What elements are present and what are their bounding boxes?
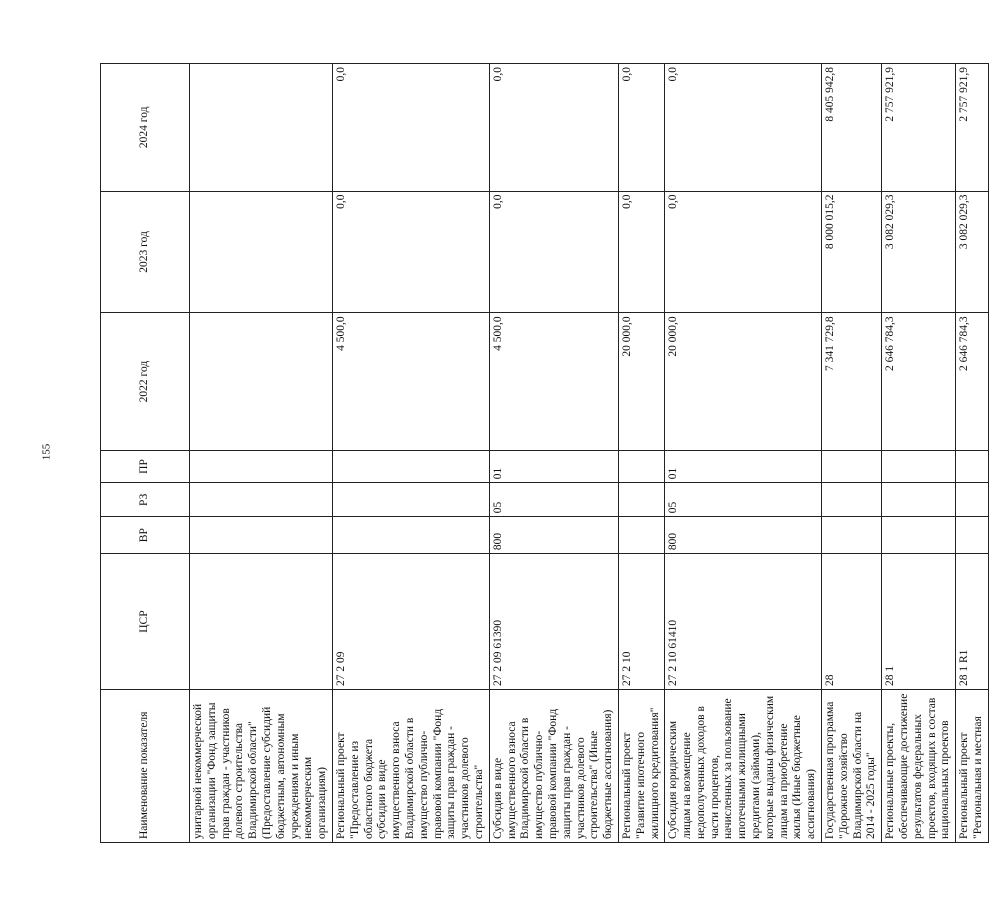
row-rz: [190, 483, 333, 517]
row-csr: 28: [822, 554, 882, 690]
row-2024: [190, 64, 333, 192]
rotated-table-container: [100, 63, 985, 843]
row-name: унитарной некоммерческой организации "Фонд защиты прав граждан - участников долевого строительства Владимирской области" (Предоставление субсидий бюджетным, автономным учреждениям и иным некоммерческим организациям): [190, 690, 333, 843]
column-header-vr: ВР: [101, 517, 190, 554]
row-pr: 01: [665, 450, 822, 483]
row-pr: [190, 450, 333, 483]
row-2023: [190, 191, 333, 313]
row-vr: 800: [665, 517, 822, 554]
row-csr: 27 2 09 61390: [489, 554, 618, 690]
column-header-2023: 2023 год: [101, 191, 190, 313]
row-name: Региональный проект "Развитие ипотечного жилищного кредитования": [618, 690, 664, 843]
row-name: Государственная программа "Дорожное хозяйство Владимирской области на 2014 - 2025 годы": [822, 690, 882, 843]
row-2022: 20 000,0: [618, 313, 664, 450]
row-name: Субсидия в виде имущественного взноса Владимирской области в имущество публично-правовой компании "Фонд защиты прав граждан - участников долевого строительства" (Иные бюджетные ассигнования): [489, 690, 618, 843]
row-2022: 2 646 784,3: [956, 313, 989, 450]
row-2023: 3 082 029,3: [882, 191, 956, 313]
row-pr: [956, 450, 989, 483]
row-vr: [618, 517, 664, 554]
row-name: Региональный проект "Предоставление из областного бюджета субсидии в виде имущественного взноса Владимирской области в имущество публично-правовой компании "Фонд защиты прав граждан - участников долевого строительства": [332, 690, 489, 843]
row-2024: 0,0: [332, 64, 489, 192]
row-vr: [332, 517, 489, 554]
row-name: Региональный проект "Региональная и местная: [956, 690, 989, 843]
row-2022: 4 500,0: [332, 313, 489, 450]
column-header-2024: 2024 год: [101, 64, 190, 192]
row-rz: [332, 483, 489, 517]
row-rz: 05: [489, 483, 618, 517]
table-row: [956, 64, 989, 843]
row-2024: 0,0: [489, 64, 618, 192]
table-row: [489, 64, 618, 843]
row-vr: [882, 517, 956, 554]
row-vr: 800: [489, 517, 618, 554]
row-2023: 0,0: [332, 191, 489, 313]
row-vr: [822, 517, 882, 554]
page-number: 155: [40, 443, 53, 461]
row-csr: 28 1 R1: [956, 554, 989, 690]
row-2024: 2 757 921,9: [956, 64, 989, 192]
row-pr: [618, 450, 664, 483]
table-row: [882, 64, 956, 843]
row-2024: 2 757 921,9: [882, 64, 956, 192]
row-2024: 8 405 942,8: [822, 64, 882, 192]
row-2024: 0,0: [665, 64, 822, 192]
row-csr: 27 2 10 61410: [665, 554, 822, 690]
column-header-2022: 2022 год: [101, 313, 190, 450]
row-rz: [822, 483, 882, 517]
row-rz: [882, 483, 956, 517]
column-header-name: Наименование показателя: [101, 690, 190, 843]
row-csr: [190, 554, 333, 690]
row-2023: 0,0: [489, 191, 618, 313]
row-csr: 27 2 10: [618, 554, 664, 690]
row-2022: 7 341 729,8: [822, 313, 882, 450]
row-2023: 8 000 015,2: [822, 191, 882, 313]
row-pr: [332, 450, 489, 483]
table-row: [618, 64, 664, 843]
row-name: Региональные проекты, обеспечивающие достижение результатов федеральных проектов, входящих в состав национальных проектов: [882, 690, 956, 843]
row-rz: [618, 483, 664, 517]
row-2023: 3 082 029,3: [956, 191, 989, 313]
row-csr: 27 2 09: [332, 554, 489, 690]
row-vr: [190, 517, 333, 554]
table-header-row: [101, 64, 190, 843]
row-2022: [190, 313, 333, 450]
row-name: Субсидия юридическим лицам на возмещение недополученных доходов в части процентов, начисленных за пользование ипотечными жилищными кредитами (займами), которые выданы физическим лицам на приобретение жилья (Иные бюджетные ассигнования): [665, 690, 822, 843]
row-2022: 20 000,0: [665, 313, 822, 450]
row-pr: [822, 450, 882, 483]
table-row: [190, 64, 333, 843]
table-row: [665, 64, 822, 843]
column-header-csr: ЦСР: [101, 554, 190, 690]
row-pr: [882, 450, 956, 483]
row-csr: 28 1: [882, 554, 956, 690]
table-row: [332, 64, 489, 843]
row-2023: 0,0: [665, 191, 822, 313]
column-header-rz: РЗ: [101, 483, 190, 517]
row-vr: [956, 517, 989, 554]
column-header-pr: ПР: [101, 450, 190, 483]
row-rz: 05: [665, 483, 822, 517]
row-rz: [956, 483, 989, 517]
row-pr: 01: [489, 450, 618, 483]
budget-table: [100, 63, 989, 843]
row-2023: 0,0: [618, 191, 664, 313]
row-2022: 2 646 784,3: [882, 313, 956, 450]
row-2022: 4 500,0: [489, 313, 618, 450]
row-2024: 0,0: [618, 64, 664, 192]
table-row: [822, 64, 882, 843]
